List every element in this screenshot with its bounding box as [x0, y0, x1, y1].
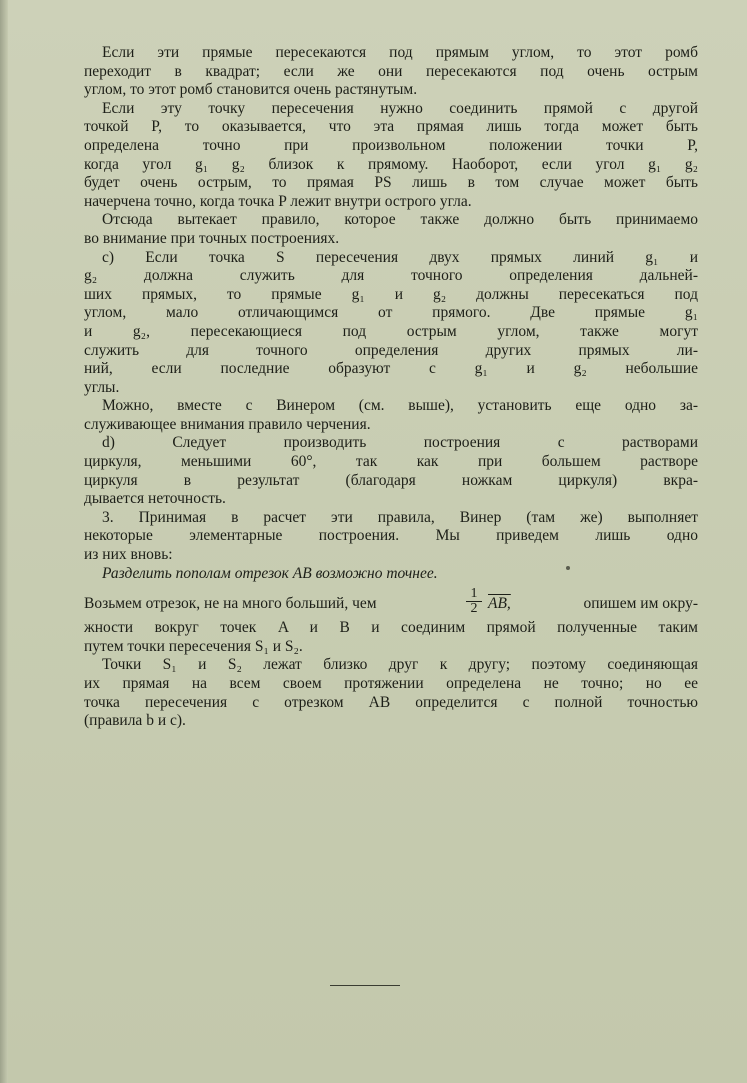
text-line: (правила b и c). — [84, 712, 186, 730]
text-line: переходит в квадрат; если же они пересекаются под очень острым — [84, 62, 698, 80]
text-line: ших прямых, то прямые g₁ и g₂ должны пересекаться под — [84, 285, 698, 303]
text-line: ний, если последние образуют с g₁ и g₂ небольшие — [84, 360, 698, 378]
text-line: из них вновь: — [84, 546, 173, 564]
segment-ab: AB, — [488, 595, 511, 613]
text-line: g₂ должна служить для точного определения дальней- — [84, 267, 698, 285]
text-line: служивающее внимания правило черчения. — [84, 415, 371, 433]
end-rule — [330, 985, 400, 986]
text-line: Можно, вместе с Винером (см. выше), установить еще одно за- — [102, 397, 698, 415]
page-text — [84, 44, 698, 731]
fraction-numerator: 1 — [466, 587, 482, 602]
text-line: и g₂, пересекающиеся под острым углом, также могут — [84, 322, 698, 340]
text-line: определена точно при произвольном положении точки P, — [84, 136, 698, 154]
fraction-denominator: 2 — [470, 601, 478, 617]
text-line: некоторые элементарные построения. Мы приведем лишь одно — [84, 527, 698, 545]
text-line: служить для точного определения других прямых ли- — [84, 341, 698, 359]
text-line: циркуля, меньшими 60°, так как при большем растворе — [84, 453, 698, 471]
text-line: d) Следует производить построения с растворами — [102, 434, 698, 452]
text-line: углы. — [84, 378, 120, 396]
text-line: Если эту точку пересечения нужно соединить прямой с другой — [102, 99, 698, 117]
problem-statement: Разделить пополам отрезок AB возможно точнее. — [102, 564, 438, 582]
text-line: жности вокруг точек A и B и соединим прямой полученные таким — [84, 619, 698, 637]
text-line: точкой P, то оказывается, что эта прямая лишь тогда может быть — [84, 118, 698, 136]
fraction-one-half — [466, 587, 482, 616]
ink-speck — [566, 566, 570, 570]
text-line: путем точки пересечения S₁ и S₂. — [84, 637, 303, 655]
text-segment: опишем им окру- — [583, 595, 698, 613]
text-line: Точки S₁ и S₂ лежат близко друг к другу; поэтому соединяющая — [102, 656, 698, 674]
text-line: Отсюда вытекает правило, которое также должно быть принимаемо — [102, 211, 698, 229]
text-line: когда угол g₁ g₂ близок к прямому. Наоборот, если угол g₁ g₂ — [84, 155, 698, 173]
text-line: во внимание при точных построениях. — [84, 229, 340, 247]
text-line: их прямая на всем своем протяжении определена не точно; но ее — [84, 675, 698, 692]
text-line: углом, то этот ромб становится очень растянутым. — [84, 81, 418, 99]
text-line: Если эти прямые пересекаются под прямым углом, то этот ромб — [102, 44, 698, 61]
fraction-line — [84, 587, 698, 619]
text-line: дывается неточность. — [84, 490, 226, 508]
text-line: начерчена точно, когда точка P лежит внутри острого угла. — [84, 192, 472, 210]
text-line: углом, мало отличающимся от прямого. Две прямые g₁ — [84, 304, 698, 322]
text-line: 3. Принимая в расчет эти правила, Винер (там же) выполняет — [102, 508, 698, 526]
text-line: c) Если точка S пересечения двух прямых линий g₁ и — [102, 248, 698, 266]
text-line: циркуля в результат (благодаря ножкам циркуля) вкра- — [84, 471, 698, 489]
text-line: будет очень острым, то прямая PS лишь в том случае может быть — [84, 174, 698, 192]
text-segment: Возьмем отрезок, не на много больший, чем — [84, 595, 377, 613]
text-line: точка пересечения с отрезком AB определится с полной точностью — [84, 693, 698, 711]
